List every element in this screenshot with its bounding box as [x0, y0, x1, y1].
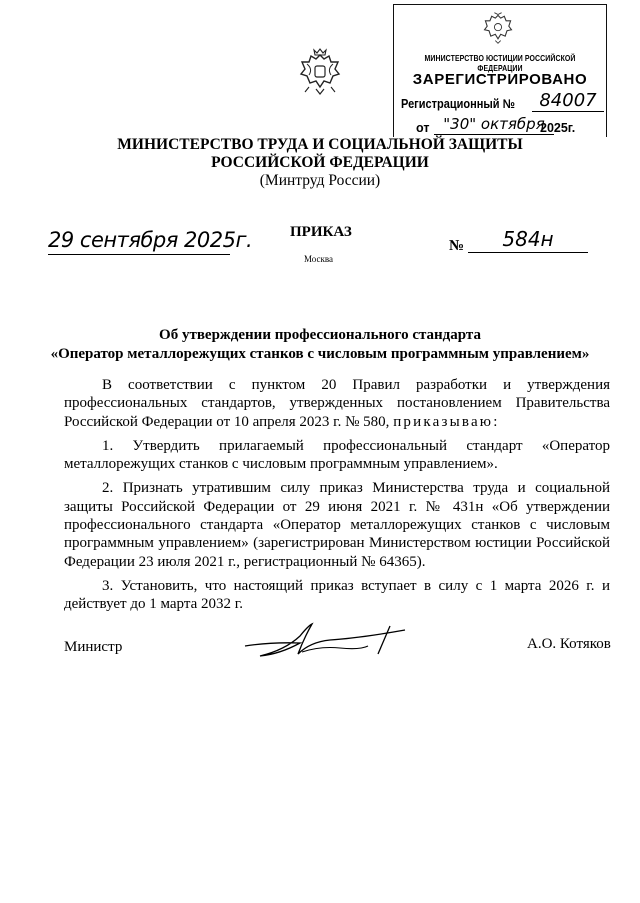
signatory-role: Министр	[64, 639, 123, 655]
eagle-emblem-icon	[480, 9, 516, 47]
order-city: Москва	[304, 254, 333, 264]
signatory-name: А.О. Котяков	[527, 636, 611, 652]
order-title: ПРИКАЗ	[290, 224, 352, 240]
handwritten-signature-icon	[240, 616, 420, 666]
stamp-year: 2025г.	[540, 121, 576, 135]
ministry-short-name: (Минтруд России)	[259, 172, 381, 189]
preamble-text: В соответствии с пунктом 20 Правил разработки и утверждения профессиональных стандартов, утвержденных постановлением Правительства Российской Федерации от 10 апреля 2023 г. № 580,	[64, 377, 610, 430]
order-date: 29 сентября 2025г.	[48, 226, 230, 255]
ministry-name-line1: МИНИСТЕРСТВО ТРУДА И СОЦИАЛЬНОЙ ЗАЩИТЫ	[117, 136, 523, 153]
stamp-reg-label: Регистрационный №	[401, 97, 515, 111]
stamp-from-label: от	[416, 121, 430, 135]
paragraph-item-2: 2. Признать утратившим силу приказ Министерства труда и социальной защиты Российской Федерации от 29 июня 2021 г. № 431н «Об утверждении профессионального стандарта «Оператор металлорежущих станков с числовым программным управлением» (зарегистрирован Министерством юстиции Российской Федерации 23 июля 2021 г., регистрационный № 64365).	[64, 480, 610, 570]
paragraph-preamble	[64, 376, 610, 431]
ministry-name-line2: РОССИЙСКОЙ ФЕДЕРАЦИИ	[211, 154, 429, 171]
ministry-name	[0, 136, 640, 172]
paragraph-item-1: 1. Утвердить прилагаемый профессиональный стандарт «Оператор металлорежущих станков с числовым программным управлением».	[64, 437, 610, 473]
document-title-line1: Об утверждении профессионального стандарта	[159, 327, 481, 343]
registration-stamp	[393, 4, 607, 137]
order-number: 584н	[468, 226, 588, 253]
paragraph-item-3: 3. Установить, что настоящий приказ вступает в силу с 1 марта 2026 г. и действует до 1 марта 2032 г.	[64, 577, 610, 613]
state-emblem-icon	[295, 47, 345, 99]
order-number-label: №	[449, 238, 465, 254]
document-title-line2: «Оператор металлорежущих станков с числовым программным управлением»	[50, 346, 590, 362]
stamp-reg-number: 84007	[532, 91, 604, 112]
document-title	[0, 326, 640, 364]
stamp-status: ЗАРЕГИСТРИРОВАНО	[412, 71, 588, 88]
stamp-ministry-name: МИНИСТЕРСТВО ЮСТИЦИИ РОССИЙСКОЙ ФЕДЕРАЦИИ	[424, 53, 576, 73]
document-body	[64, 376, 610, 620]
stamp-date: "30" октября	[434, 114, 554, 135]
order-verb: приказываю:	[393, 413, 500, 430]
